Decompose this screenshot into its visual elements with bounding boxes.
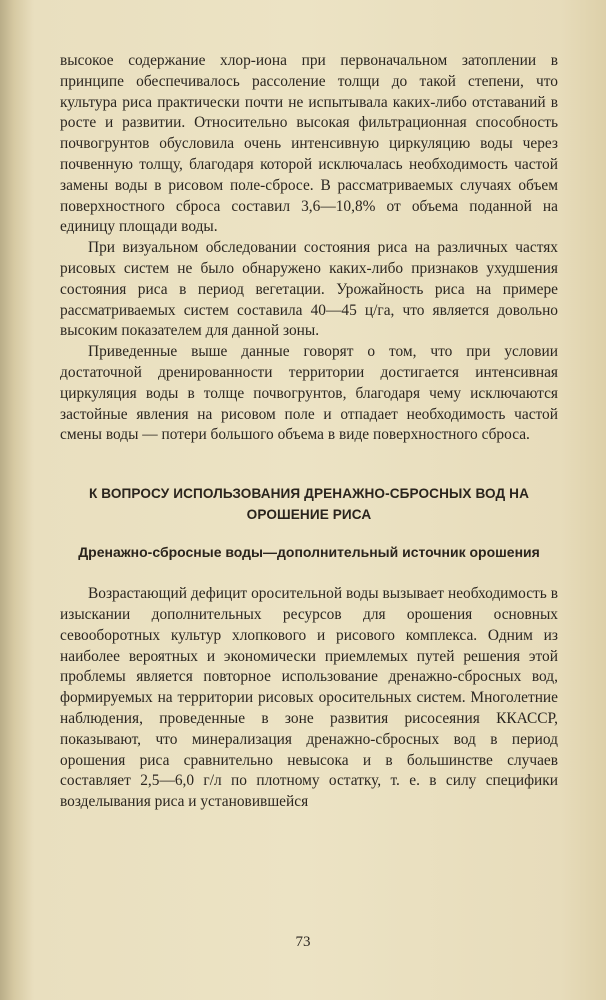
paragraph-intro: Возрастающий дефицит оросительной воды вызывает необходимость в изыскании дополнительных ресурсов для орошения основных севооборотных культур хлопкового и рисового комплекса. Одним из наиболее вероятных и экономически приемлемых путей решения этой проблемы является повторное использование дренажно-сбросных вод, формируемых на территории рисовых оросительных систем. Многолетние наблюдения, проведенные в зоне развития рисосеяния ККАССР, показывают, что минерализация дренажно-сбросных вод в период орошения риса сравнительно невысока и в большинстве случаев составляет 2,5—6,0 г/л по плотному остатку, т. е. в силу специфики возделывания риса и установившейся bbox=[60, 585, 558, 811]
paragraph-visual-inspection: При визуальном обследовании состояния риса на различных частях рисовых систем не было обнаружено каких-либо признаков ухудшения состояния риса в период вегетации. Урожайность риса на примере рассматриваемых систем составила 40—45 ц/га, что является довольно высоким показателем для данной зоны. bbox=[60, 239, 558, 340]
section-title: К ВОПРОСУ ИСПОЛЬЗОВАНИЯ ДРЕНАЖНО-СБРОСНЫХ ВОД НА ОРОШЕНИЕ РИСА bbox=[88, 486, 530, 523]
page-number: 73 bbox=[295, 934, 311, 950]
page-text bbox=[60, 51, 558, 813]
subsection-title: Дренажно-сбросные воды—дополнительный источник орошения bbox=[78, 544, 540, 561]
paragraph-conclusion: Приведенные выше данные говорят о том, что при условии достаточной дренированности территории достигается интенсивная циркуляция воды в толще почвогрунтов, благодаря чему исключаются застойные явления на рисовом поле и отпадает необходимость частой смены воды — потери большого объема в виде поверхностного сброса. bbox=[60, 343, 558, 444]
paragraph-continuation: высокое содержание хлор-иона при первоначальном затоплении в принципе обеспечивалось рассоление толщи до такой степени, что культура риса практически почти не испытывала каких-либо отставаний в росте и развитии. Относительно высокая фильтрационная способность почвогрунтов обусловила очень интенсивную циркуляцию воды через почвенную толщу, благодаря которой исключалась необходимость частой замены воды в рисовом поле-сбросе. В рассматриваемых случаях объем поверхностного сброса составил 3,6—10,8% от объема поданной на единицу площади воды. bbox=[60, 52, 558, 236]
